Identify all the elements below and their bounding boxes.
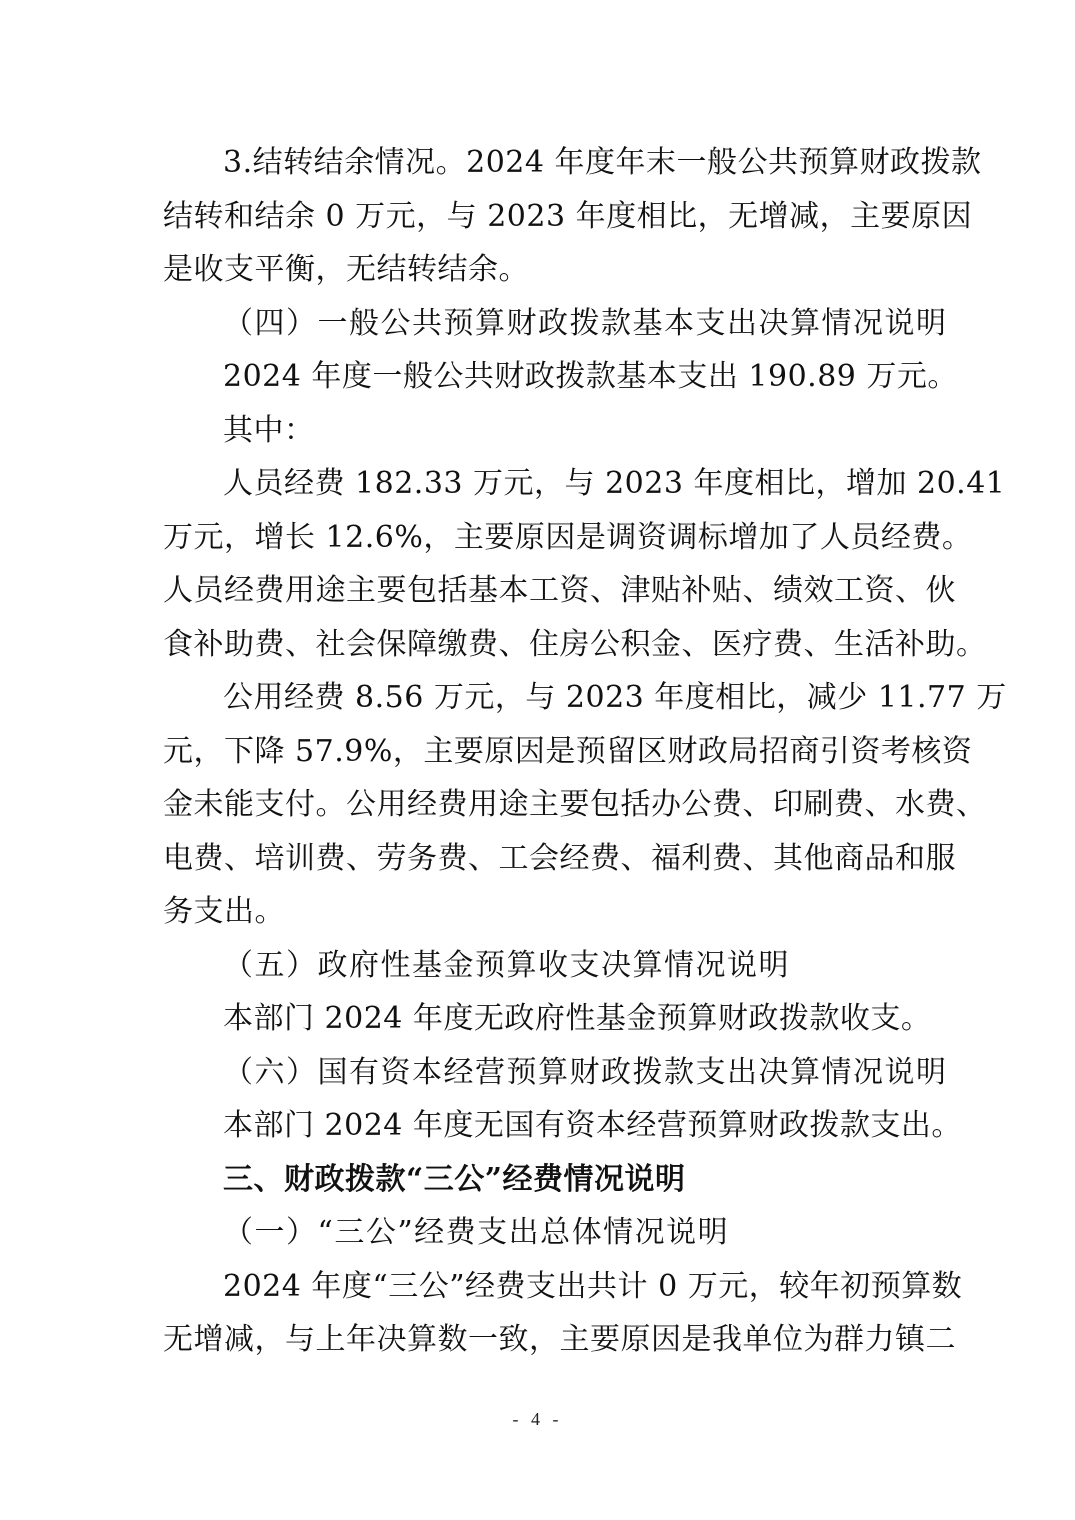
paragraph-among-them: 其中：: [223, 412, 315, 448]
paragraph-carryover-line-1: 3.结转结余情况。2024 年度年末一般公共预算财政拨款: [223, 145, 982, 180]
paragraph-personnel-line-2: 万元，增长 12.6%，主要原因是调资调标增加了人员经费。: [163, 519, 973, 555]
section-heading-state-capital: （六）国有资本经营预算财政拨款支出决算情况说明: [223, 1054, 948, 1090]
document-body: [163, 136, 1007, 1367]
paragraph-personnel-line-1: 人员经费 182.33 万元，与 2023 年度相比，增加 20.41: [223, 466, 1006, 501]
paragraph-carryover-line-3: 是收支平衡，无结转结余。: [163, 252, 529, 287]
paragraph-public-line-1: 公用经费 8.56 万元，与 2023 年度相比，减少 11.77 万: [223, 680, 1007, 715]
chapter-heading-three-public: 三、财政拨款“三公”经费情况说明: [223, 1161, 686, 1197]
section-heading-basic-expenditure: （四）一般公共预算财政拨款基本支出决算情况说明: [223, 305, 948, 341]
paragraph-basic-expenditure-total: 2024 年度一般公共财政拨款基本支出 190.89 万元。: [223, 359, 958, 394]
page-number: - 4 -: [512, 1409, 563, 1429]
section-heading-three-public-overall: （一）“三公”经费支出总体情况说明: [223, 1215, 730, 1250]
paragraph-personnel-line-3: 人员经费用途主要包括基本工资、津贴补贴、绩效工资、伙: [163, 573, 956, 608]
paragraph-government-fund: 本部门 2024 年度无政府性基金预算财政拨款收支。: [223, 1001, 932, 1036]
paragraph-three-public-line-1: 2024 年度“三公”经费支出共计 0 万元，较年初预算数: [223, 1268, 963, 1304]
paragraph-personnel-line-4: 食补助费、社会保障缴费、住房公积金、医疗费、生活补助。: [163, 626, 987, 662]
paragraph-public-line-3: 金未能支付。公用经费用途主要包括办公费、印刷费、水费、: [163, 787, 987, 822]
paragraph-public-line-2: 元，下降 57.9%，主要原因是预留区财政局招商引资考核资: [163, 733, 973, 769]
paragraph-public-line-5: 务支出。: [163, 894, 285, 929]
paragraph-state-capital: 本部门 2024 年度无国有资本经营预算财政拨款支出。: [223, 1108, 962, 1143]
paragraph-three-public-line-2: 无增减，与上年决算数一致，主要原因是我单位为群力镇二: [163, 1322, 956, 1357]
paragraph-carryover-line-2: 结转和结余 0 万元，与 2023 年度相比，无增减，主要原因: [163, 198, 973, 234]
section-heading-government-fund: （五）政府性基金预算收支决算情况说明: [223, 947, 790, 983]
paragraph-public-line-4: 电费、培训费、劳务费、工会经费、福利费、其他商品和服: [163, 840, 956, 876]
